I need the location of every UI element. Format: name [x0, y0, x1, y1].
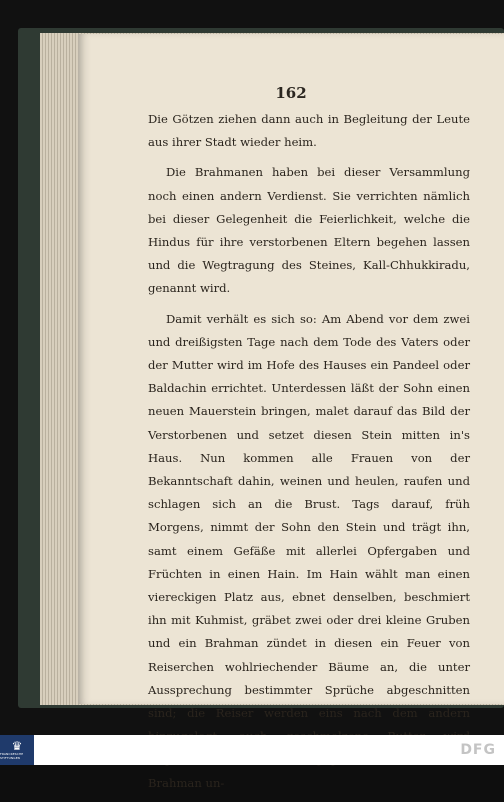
library-logo-text: FRANCKESCHE STIFTUNGEN: [0, 752, 24, 760]
paragraph-3: Damit verhält es sich so: Am Abend vor dem zwei und dreißigsten Tage nach dem Tode des Vaters oder der Mutter wird im Hofe des Hauses ein Pandeel oder Baldachin errichtet. Unterdessen läßt der Sohn einen neuen Mauerstein bringen, malet darauf das Bild der Verstorbenen und setzet diesen Stein mitten in's Haus. Nun kommen alle Frauen von der Bekanntschaft dahin, weinen und heulen, raufen und schlagen sich an die Brust. Tags darauf, früh Morgens, nimmt der Sohn den Stein und trägt ihn, samt einem Gefäße mit allerlei Opfergaben und Früchten in einen Hain. Im Hain wählt man einen viereckigen Platz aus, ebnet denselben, beschmiert ihn mit Kuhmist, gräbet zwei oder drei kleine Gruben und ein Brahman zündet in diesen ein Feuer von Reiserchen wohlriechender Bäume an, die unter Aussprechung bestimmter Sprüche abgeschnitten sind; die Reiser werden eins nach dem andern Brahman un-: [148, 311, 470, 790]
paragraph-1: Die Götzen ziehen dann auch in Begleitung der Leute aus ihrer Stadt wieder heim.: [148, 112, 470, 150]
page-number: 162: [275, 84, 307, 102]
footer-bar: [0, 735, 504, 765]
dfg-logo: DFG: [460, 742, 496, 758]
library-emblem-icon: ♛: [11, 739, 23, 753]
page-text: [148, 108, 470, 802]
paragraph-2: Die Brahmanen haben bei dieser Versammlung noch einen andern Verdienst. Sie verrichten nämlich bei dieser Gelegenheit die Feierlichkeit, welche die Hindus für ihre verstorbenen Eltern begehen lassen und die Wegtragung des Steines, Kall-Chhukkiradu, genannt wird.: [148, 165, 470, 296]
library-logo: [0, 735, 34, 765]
